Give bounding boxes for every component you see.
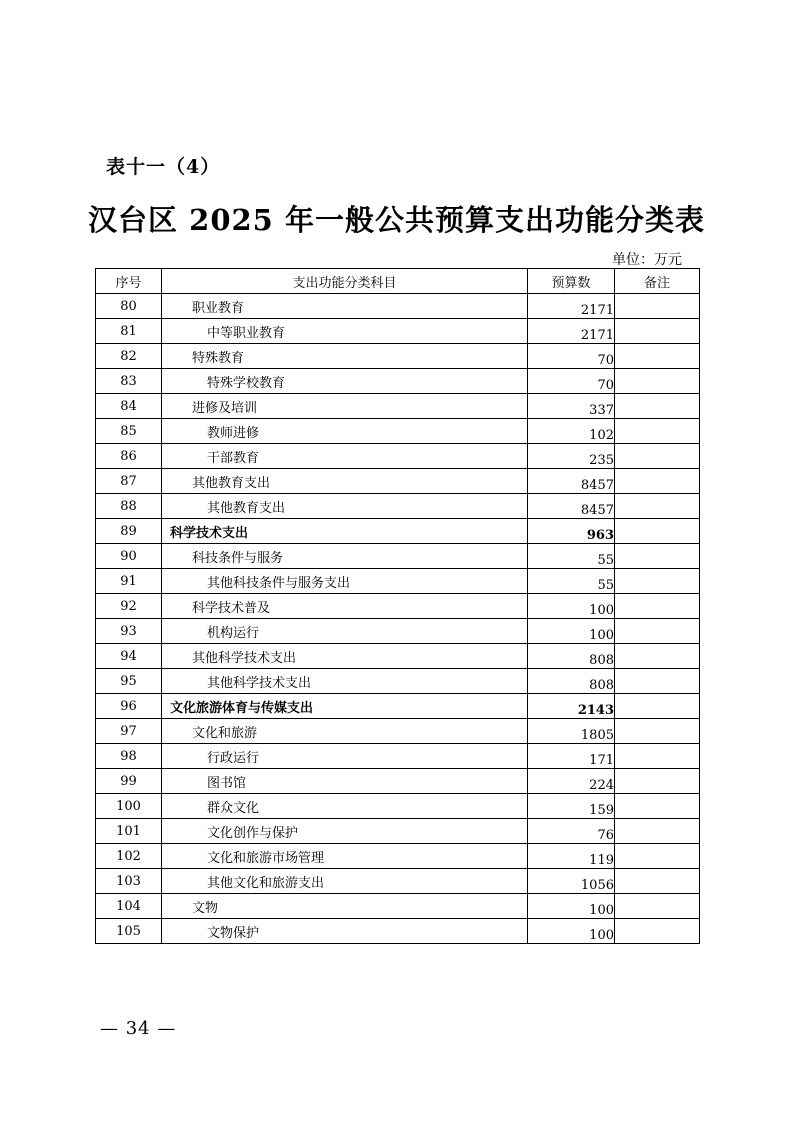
table-row xyxy=(96,294,700,319)
table-row xyxy=(96,444,700,469)
row-note xyxy=(615,319,700,344)
table-row xyxy=(96,869,700,894)
row-note xyxy=(615,394,700,419)
row-note xyxy=(615,819,700,844)
row-number: 83 xyxy=(96,369,162,394)
row-budget-amount: 8457 xyxy=(528,494,615,519)
row-note xyxy=(615,344,700,369)
row-category-name: 其他科学技术支出 xyxy=(162,669,528,694)
row-number: 94 xyxy=(96,644,162,669)
table-row xyxy=(96,919,700,944)
row-category-name: 图书馆 xyxy=(162,769,528,794)
row-number: 91 xyxy=(96,569,162,594)
row-category-name: 科学技术普及 xyxy=(162,594,528,619)
row-number: 86 xyxy=(96,444,162,469)
row-budget-amount: 70 xyxy=(528,369,615,394)
table-header-row xyxy=(96,269,700,294)
row-budget-amount: 2171 xyxy=(528,294,615,319)
table-row xyxy=(96,394,700,419)
row-category-name: 文物 xyxy=(162,894,528,919)
row-note xyxy=(615,719,700,744)
row-category-name: 科学技术支出 xyxy=(162,519,528,544)
row-number: 92 xyxy=(96,594,162,619)
table-row xyxy=(96,744,700,769)
row-number: 95 xyxy=(96,669,162,694)
row-note xyxy=(615,619,700,644)
row-budget-amount: 100 xyxy=(528,894,615,919)
row-note xyxy=(615,494,700,519)
table-row xyxy=(96,469,700,494)
row-number: 87 xyxy=(96,469,162,494)
row-note xyxy=(615,294,700,319)
row-number: 103 xyxy=(96,869,162,894)
row-note xyxy=(615,644,700,669)
table-row xyxy=(96,894,700,919)
row-number: 80 xyxy=(96,294,162,319)
table-row xyxy=(96,694,700,719)
row-number: 85 xyxy=(96,419,162,444)
row-budget-amount: 8457 xyxy=(528,469,615,494)
row-category-name: 教师进修 xyxy=(162,419,528,444)
row-budget-amount: 808 xyxy=(528,669,615,694)
column-header-no: 序号 xyxy=(96,269,162,294)
row-category-name: 干部教育 xyxy=(162,444,528,469)
row-category-name: 文化旅游体育与传媒支出 xyxy=(162,694,528,719)
row-note xyxy=(615,669,700,694)
row-category-name: 特殊学校教育 xyxy=(162,369,528,394)
row-category-name: 中等职业教育 xyxy=(162,319,528,344)
row-number: 97 xyxy=(96,719,162,744)
row-number: 105 xyxy=(96,919,162,944)
row-number: 90 xyxy=(96,544,162,569)
row-category-name: 行政运行 xyxy=(162,744,528,769)
table-row xyxy=(96,569,700,594)
row-budget-amount: 100 xyxy=(528,619,615,644)
row-number: 82 xyxy=(96,344,162,369)
table-row xyxy=(96,644,700,669)
row-budget-amount: 159 xyxy=(528,794,615,819)
row-budget-amount: 119 xyxy=(528,844,615,869)
row-number: 104 xyxy=(96,894,162,919)
row-number: 101 xyxy=(96,819,162,844)
table-row xyxy=(96,494,700,519)
row-budget-amount: 55 xyxy=(528,544,615,569)
row-budget-amount: 808 xyxy=(528,644,615,669)
table-body xyxy=(96,294,700,944)
row-budget-amount: 337 xyxy=(528,394,615,419)
table-row xyxy=(96,344,700,369)
column-header-amount: 预算数 xyxy=(528,269,615,294)
row-note xyxy=(615,419,700,444)
table-label: 表十一（4） xyxy=(106,156,221,178)
row-note xyxy=(615,544,700,569)
row-category-name: 群众文化 xyxy=(162,794,528,819)
row-budget-amount: 100 xyxy=(528,919,615,944)
row-note xyxy=(615,594,700,619)
row-budget-amount: 171 xyxy=(528,744,615,769)
row-budget-amount: 76 xyxy=(528,819,615,844)
row-budget-amount: 102 xyxy=(528,419,615,444)
table-row xyxy=(96,319,700,344)
row-budget-amount: 2171 xyxy=(528,319,615,344)
row-category-name: 其他教育支出 xyxy=(162,469,528,494)
row-number: 99 xyxy=(96,769,162,794)
row-number: 102 xyxy=(96,844,162,869)
row-budget-amount: 235 xyxy=(528,444,615,469)
table-row xyxy=(96,369,700,394)
budget-table xyxy=(95,268,700,944)
row-category-name: 其他科学技术支出 xyxy=(162,644,528,669)
row-budget-amount: 100 xyxy=(528,594,615,619)
row-number: 88 xyxy=(96,494,162,519)
row-budget-amount: 2143 xyxy=(528,694,615,719)
row-note xyxy=(615,519,700,544)
row-note xyxy=(615,894,700,919)
row-category-name: 文物保护 xyxy=(162,919,528,944)
row-budget-amount: 963 xyxy=(528,519,615,544)
column-header-note: 备注 xyxy=(615,269,700,294)
table-row xyxy=(96,794,700,819)
row-category-name: 其他文化和旅游支出 xyxy=(162,869,528,894)
row-category-name: 职业教育 xyxy=(162,294,528,319)
table-row xyxy=(96,419,700,444)
row-note xyxy=(615,794,700,819)
row-budget-amount: 1805 xyxy=(528,719,615,744)
page-title: 汉台区 2025 年一般公共预算支出功能分类表 xyxy=(88,203,705,237)
row-category-name: 机构运行 xyxy=(162,619,528,644)
row-category-name: 文化创作与保护 xyxy=(162,819,528,844)
table-row xyxy=(96,844,700,869)
row-budget-amount: 1056 xyxy=(528,869,615,894)
row-number: 81 xyxy=(96,319,162,344)
row-category-name: 文化和旅游 xyxy=(162,719,528,744)
column-header-name: 支出功能分类科目 xyxy=(162,269,528,294)
row-number: 89 xyxy=(96,519,162,544)
table-row xyxy=(96,519,700,544)
table-row xyxy=(96,619,700,644)
row-budget-amount: 224 xyxy=(528,769,615,794)
row-number: 93 xyxy=(96,619,162,644)
row-note xyxy=(615,844,700,869)
row-note xyxy=(615,744,700,769)
row-note xyxy=(615,369,700,394)
row-note xyxy=(615,444,700,469)
page-number: — 34 — xyxy=(100,1018,177,1039)
row-number: 84 xyxy=(96,394,162,419)
table-row xyxy=(96,544,700,569)
table-row xyxy=(96,719,700,744)
row-number: 98 xyxy=(96,744,162,769)
table-row xyxy=(96,819,700,844)
row-note xyxy=(615,769,700,794)
table-row xyxy=(96,769,700,794)
row-category-name: 科技条件与服务 xyxy=(162,544,528,569)
row-budget-amount: 70 xyxy=(528,344,615,369)
row-number: 96 xyxy=(96,694,162,719)
row-category-name: 文化和旅游市场管理 xyxy=(162,844,528,869)
row-note xyxy=(615,694,700,719)
row-note xyxy=(615,469,700,494)
row-note xyxy=(615,919,700,944)
table-row xyxy=(96,669,700,694)
row-budget-amount: 55 xyxy=(528,569,615,594)
row-number: 100 xyxy=(96,794,162,819)
row-category-name: 其他教育支出 xyxy=(162,494,528,519)
row-note xyxy=(615,869,700,894)
table-row xyxy=(96,594,700,619)
row-category-name: 其他科技条件与服务支出 xyxy=(162,569,528,594)
unit-label: 单位：万元 xyxy=(612,252,682,268)
row-category-name: 进修及培训 xyxy=(162,394,528,419)
row-category-name: 特殊教育 xyxy=(162,344,528,369)
row-note xyxy=(615,569,700,594)
